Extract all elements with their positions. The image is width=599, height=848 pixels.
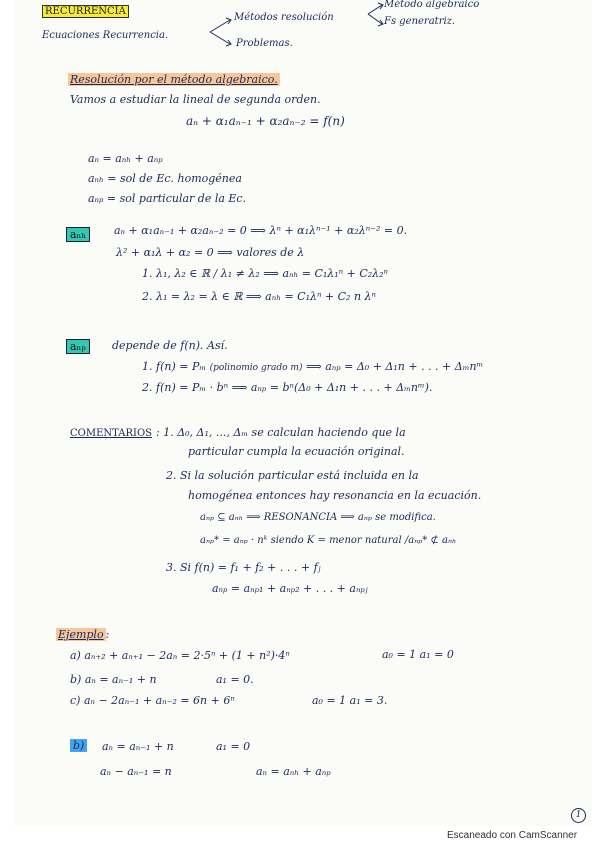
- anp-intro: depende de f(n). Así.: [112, 339, 228, 352]
- example-c: c) aₙ − 2aₙ₋₁ + aₙ₋₂ = 6n + 6ⁿ: [70, 694, 235, 707]
- example-b: b) aₙ = aₙ₋₁ + n: [70, 673, 157, 686]
- solution-sum: aₙ = aₙₕ + aₙₚ: [88, 152, 163, 165]
- anp-tag: aₙₚ: [66, 340, 90, 353]
- intro-text: Vamos a estudiar la lineal de segunda orden.: [70, 93, 321, 106]
- generating-function-label: Fs generatriz.: [384, 16, 456, 27]
- solution-b-rearranged: aₙ − aₙ₋₁ = n: [100, 765, 172, 778]
- section-title-algebraic: Resolución por el método algebraico.: [70, 73, 278, 86]
- problems-label: Problemas.: [236, 38, 293, 49]
- main-equation: aₙ + α₁aₙ₋₁ + α₂aₙ₋₂ = f(n): [186, 114, 345, 128]
- solution-b-equation: aₙ = aₙ₋₁ + n: [102, 740, 174, 753]
- example-b-initial: a₁ = 0.: [216, 673, 254, 686]
- solution-b-initial: a₁ = 0: [216, 740, 251, 753]
- comment-1b: particular cumpla la ecuación original.: [188, 445, 405, 458]
- particular-def: aₙₚ = sol particular de la Ec.: [88, 192, 247, 205]
- resolution-methods-label: Métodos resolución: [234, 12, 334, 23]
- algebraic-method-label: Método algebraico: [384, 0, 480, 10]
- recurrence-equations-label: Ecuaciones Recurrencia.: [42, 30, 169, 41]
- page-title: RECURRENCIA: [42, 6, 129, 17]
- anp-case-1: 1. f(n) = Pₘ (polinomio grado m) ⟹ aₙₚ = Δ₀ + Δ₁n + . . . + Δₘnᵐ: [142, 360, 484, 373]
- solution-b-split: aₙ = aₙₕ + aₙₚ: [256, 765, 331, 778]
- comment-2c: aₙₚ ⊆ aₙₕ ⟹ RESONANCIA ⟹ aₙₚ se modifica.: [200, 512, 436, 523]
- example-a: a) aₙ₊₂ + aₙ₊₁ − 2aₙ = 2·5ⁿ + (1 + n²)·4ⁿ: [70, 649, 290, 662]
- anh-line-2: λ² + α₁λ + α₂ = 0 ⟹ valores de λ: [116, 246, 305, 259]
- homogeneous-def: aₙₕ = sol de Ec. homogénea: [88, 172, 242, 185]
- page-number: 1: [571, 808, 586, 823]
- anp-case-2: 2. f(n) = Pₘ · bⁿ ⟹ aₙₚ = bⁿ(Δ₀ + Δ₁n + . . . + Δₘnᵐ).: [142, 381, 433, 394]
- comments-label: COMENTARIOS: [70, 428, 153, 439]
- comment-2d: aₙₚ* = aₙₚ · nᵏ siendo K = menor natural /aₙₚ* ⊄ aₙₕ: [200, 535, 457, 546]
- comment-2a: 2. Si la solución particular está incluida en la: [166, 469, 419, 482]
- methods-brace-arrows: [366, 0, 386, 28]
- solution-b-tag: b): [70, 739, 87, 752]
- header-brace-arrows: [208, 14, 234, 48]
- anh-line-1: aₙ + α₁aₙ₋₁ + α₂aₙ₋₂ = 0 ⟹ λⁿ + α₁λⁿ⁻¹ + α₂λⁿ⁻² = 0.: [114, 224, 408, 237]
- comment-1a: : 1. Δ₀, Δ₁, ..., Δₘ se calculan haciendo que la: [156, 426, 406, 439]
- comment-3b: aₙₚ = aₙₚ₁ + aₙₚ₂ + . . . + aₙₚⱼ: [212, 582, 368, 595]
- example-a-initial: a₀ = 1 a₁ = 0: [382, 648, 454, 661]
- comment-3a: 3. Si f(n) = f₁ + f₂ + . . . + fⱼ: [166, 561, 321, 574]
- example-c-initial: a₀ = 1 a₁ = 3.: [312, 694, 388, 707]
- anh-tag: aₙₕ: [66, 228, 90, 241]
- example-label: Ejemplo :: [58, 628, 110, 641]
- anh-case-1: 1. λ₁, λ₂ ∈ ℝ / λ₁ ≠ λ₂ ⟹ aₙₕ = C₁λ₁ⁿ + C₂λ₂ⁿ: [142, 267, 388, 280]
- comment-2b: homogénea entonces hay resonancia en la ecuación.: [188, 489, 482, 502]
- anh-case-2: 2. λ₁ = λ₂ = λ ∈ ℝ ⟹ aₙₕ = C₁λⁿ + C₂ n λⁿ: [142, 290, 376, 303]
- scanner-watermark: Escaneado con CamScanner: [447, 830, 578, 841]
